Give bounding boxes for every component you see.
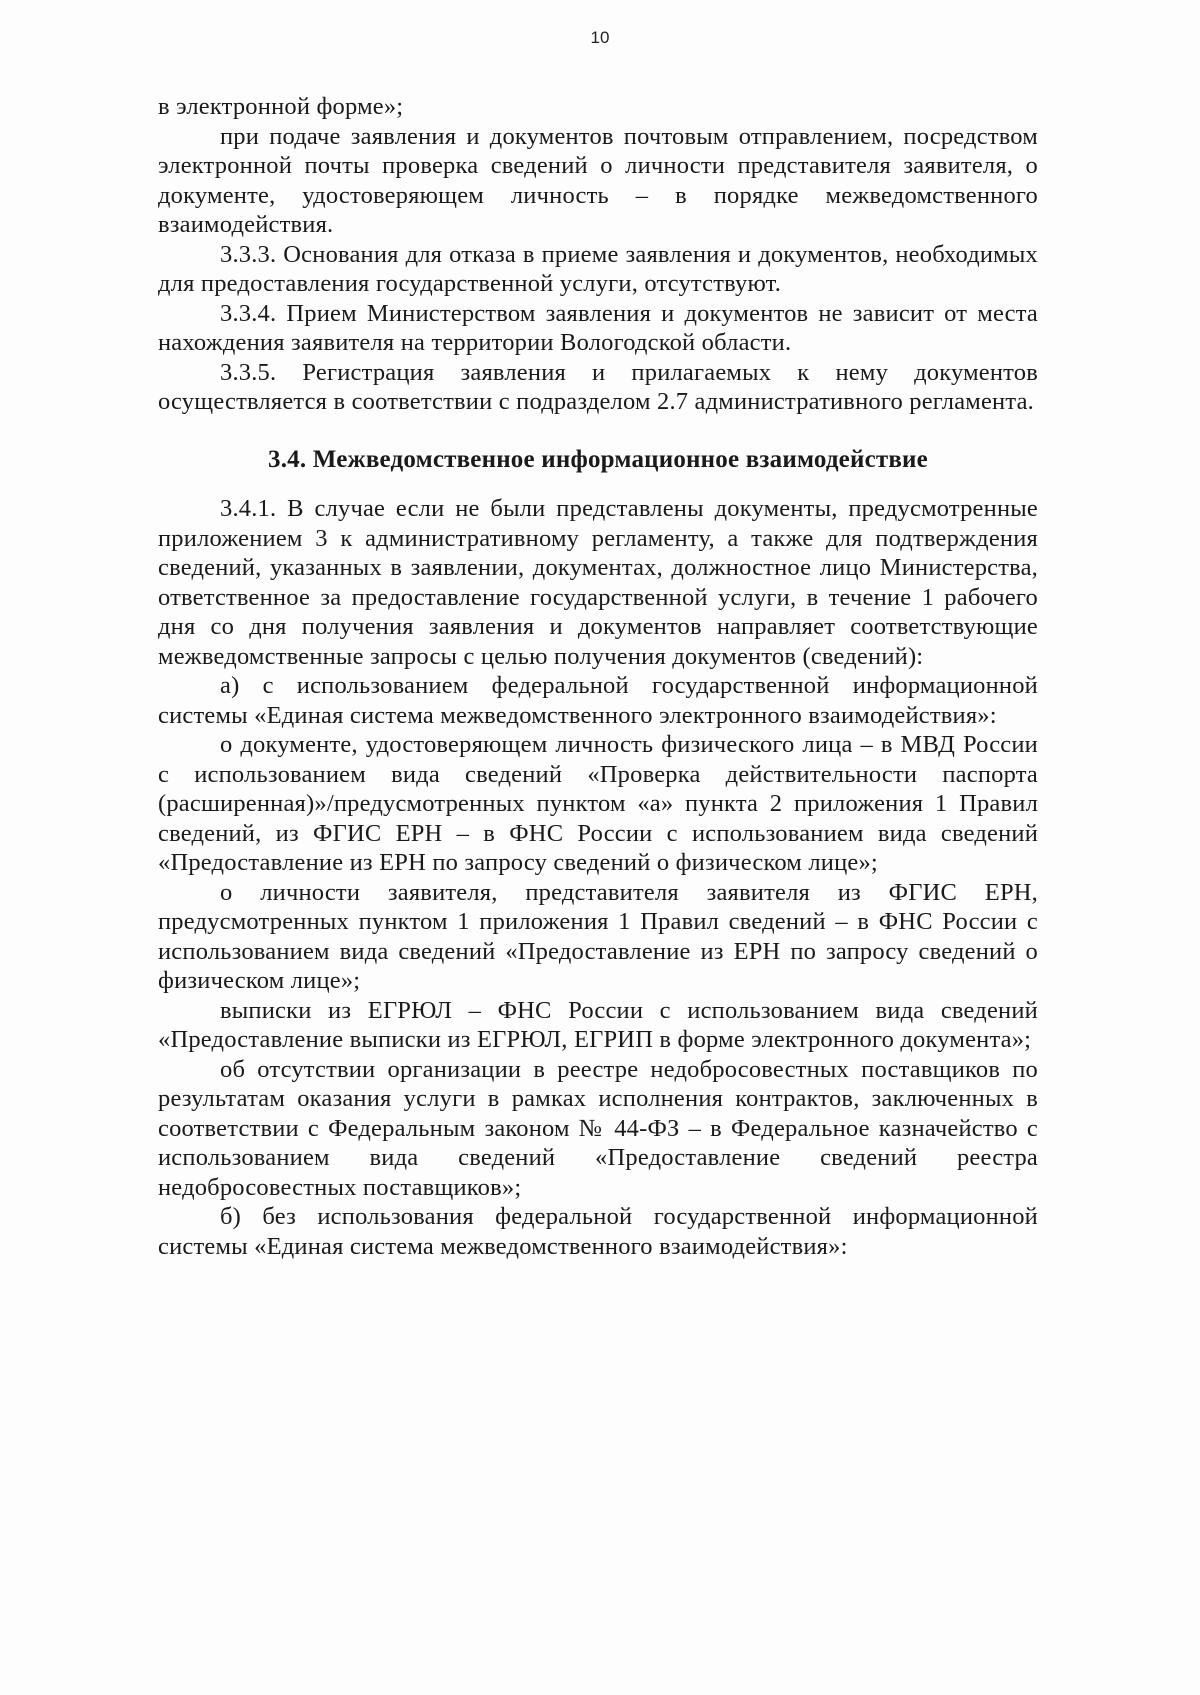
document-body bbox=[158, 92, 1038, 1261]
paragraph: о личности заявителя, представителя заявителя из ФГИС ЕРН, предусмотренных пунктом 1 приложения 1 Правил сведений – в ФНС России с использованием вида сведений «Предоставление из ЕРН по запросу сведений о физическом лице»; bbox=[158, 878, 1038, 994]
list-item-b: б) без использования федеральной государственной информационной системы «Единая система межведомственного взаимодействия»: bbox=[158, 1203, 1038, 1260]
paragraph-3-3-5: 3.3.5. Регистрация заявления и прилагаемых к нему документов осуществляется в соответствии с подразделом 2.7 административного регламента. bbox=[158, 358, 1038, 415]
paragraph-3-4-1: 3.4.1. В случае если не были представлены документы, предусмотренные приложением 3 к административному регламенту, а также для подтверждения сведений, указанных в заявлении, документах, должностное лицо Министерства, ответственное за предоставление государственной услуги, в течение 1 рабочего дня со дня получения заявления и документов направляет соответствующие межведомственные запросы с целью получения документов (сведений): bbox=[158, 495, 1038, 670]
paragraph: о документе, удостоверяющем личность физического лица – в МВД России с использованием вида сведений «Проверка действительности паспорта (расширенная)»/предусмотренных пунктом «а» пункта 2 приложения 1 Правил сведений, из ФГИС ЕРН – в ФНС России с использованием вида сведений «Предоставление из ЕРН по запросу сведений о физическом лице»; bbox=[158, 731, 1038, 876]
paragraph: об отсутствии организации в реестре недобросовестных поставщиков по результатам оказания услуги в рамках исполнения контрактов, заключенных в соответствии с Федеральным законом № 44-ФЗ – в Федеральное казначейство с использованием вида сведений «Предоставление сведений реестра недобросовестных поставщиков»; bbox=[158, 1055, 1038, 1201]
paragraph-3-3-3: 3.3.3. Основания для отказа в приеме заявления и документов, необходимых для предоставления государственной услуги, отсутствуют. bbox=[158, 240, 1038, 297]
page-number: 10 bbox=[590, 28, 610, 47]
paragraph-3-3-4: 3.3.4. Прием Министерством заявления и документов не зависит от места нахождения заявителя на территории Вологодской области. bbox=[158, 299, 1038, 356]
paragraph: при подаче заявления и документов почтовым отправлением, посредством электронной почты проверка сведений о личности представителя заявителя, о документе, удостоверяющем личность – в порядке межведомственного взаимодействия. bbox=[158, 122, 1038, 238]
paragraph: в электронной форме»; bbox=[158, 93, 404, 120]
list-item-a: а) с использованием федеральной государственной информационной системы «Единая система межведомственного электронного взаимодействия»: bbox=[158, 672, 1038, 729]
paragraph: выписки из ЕГРЮЛ – ФНС России с использованием вида сведений «Предоставление выписки из ЕГРЮЛ, ЕГРИП в форме электронного документа»; bbox=[158, 996, 1038, 1053]
section-heading: 3.4. Межведомственное информационное взаимодействие bbox=[268, 445, 928, 473]
